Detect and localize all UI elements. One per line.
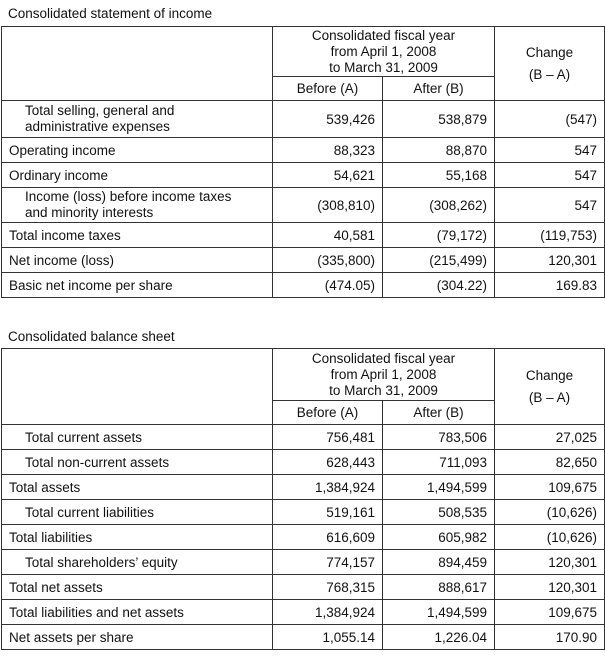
before-value: (308,810) xyxy=(273,188,383,223)
before-header: Before (A) xyxy=(273,77,383,101)
before-value: (335,800) xyxy=(273,248,383,273)
after-header: After (B) xyxy=(383,77,495,101)
period-line-2: from April 1, 2008 xyxy=(330,43,437,59)
change-value: 109,675 xyxy=(495,600,605,625)
change-value: (547) xyxy=(495,101,605,138)
row-label: Total current assets xyxy=(2,425,273,450)
table-row xyxy=(2,500,605,525)
change-value: 547 xyxy=(495,138,605,163)
table-row xyxy=(2,273,605,298)
change-value: 120,301 xyxy=(495,248,605,273)
before-value: 756,481 xyxy=(273,425,383,450)
row-label: Operating income xyxy=(2,138,273,163)
after-value: 1,494,599 xyxy=(383,475,495,500)
table-row xyxy=(2,101,605,138)
period-line-1: Consolidated fiscal year xyxy=(311,350,456,366)
table-row xyxy=(2,425,605,450)
after-value: 711,093 xyxy=(383,450,495,475)
row-label: Total liabilities xyxy=(2,525,273,550)
after-value: 538,879 xyxy=(383,101,495,138)
table-row xyxy=(2,600,605,625)
after-value: (304.22) xyxy=(383,273,495,298)
change-value: 169.83 xyxy=(495,273,605,298)
after-value: (308,262) xyxy=(383,188,495,223)
row-label: Total income taxes xyxy=(2,223,273,248)
after-value: 508,535 xyxy=(383,500,495,525)
after-value: 605,982 xyxy=(383,525,495,550)
table-row xyxy=(2,138,605,163)
table-row xyxy=(2,450,605,475)
row-label-line-1: Income (loss) before income taxes xyxy=(25,189,232,204)
header-blank-cell xyxy=(2,349,273,425)
period-line-2: from April 1, 2008 xyxy=(330,366,437,382)
before-value: 54,621 xyxy=(273,163,383,188)
row-label: Total non-current assets xyxy=(2,450,273,475)
period-header xyxy=(273,349,495,401)
before-value: 768,315 xyxy=(273,575,383,600)
change-header xyxy=(495,349,605,425)
row-label: Net income (loss) xyxy=(2,248,273,273)
change-header xyxy=(495,27,605,101)
change-header-line-1: Change xyxy=(525,44,574,60)
period-line-1: Consolidated fiscal year xyxy=(311,27,456,43)
change-value: (10,626) xyxy=(495,500,605,525)
after-value: 88,870 xyxy=(383,138,495,163)
balance-sheet-title: Consolidated balance sheet xyxy=(8,329,175,344)
change-value: 120,301 xyxy=(495,575,605,600)
row-label-line-2: and minority interests xyxy=(25,205,154,220)
row-label: Net assets per share xyxy=(2,625,273,650)
table-row xyxy=(2,525,605,550)
change-value: 82,650 xyxy=(495,450,605,475)
after-value: 888,617 xyxy=(383,575,495,600)
before-value: 1,055.14 xyxy=(273,625,383,650)
period-line-3: to March 31, 2009 xyxy=(329,59,438,75)
row-label: Total assets xyxy=(2,475,273,500)
after-value: 894,459 xyxy=(383,550,495,575)
row-label: Total liabilities and net assets xyxy=(2,600,273,625)
before-header: Before (A) xyxy=(273,401,383,425)
table-row xyxy=(2,575,605,600)
change-value: 109,675 xyxy=(495,475,605,500)
table-row xyxy=(2,223,605,248)
before-value: 1,384,924 xyxy=(273,600,383,625)
income-statement-table xyxy=(1,26,605,298)
change-value: 27,025 xyxy=(495,425,605,450)
before-value: 616,609 xyxy=(273,525,383,550)
change-value: 120,301 xyxy=(495,550,605,575)
table-row xyxy=(2,475,605,500)
table-row xyxy=(2,163,605,188)
before-value: 628,443 xyxy=(273,450,383,475)
row-label-line-2: administrative expenses xyxy=(25,119,170,134)
before-value: 519,161 xyxy=(273,500,383,525)
change-value: 170.90 xyxy=(495,625,605,650)
change-value: (119,753) xyxy=(495,223,605,248)
after-value: (215,499) xyxy=(383,248,495,273)
row-label xyxy=(2,101,273,138)
before-value: 774,157 xyxy=(273,550,383,575)
before-value: 1,384,924 xyxy=(273,475,383,500)
change-value: (10,626) xyxy=(495,525,605,550)
row-label xyxy=(2,188,273,223)
row-label-line-1: Total selling, general and xyxy=(25,103,175,118)
period-line-3: to March 31, 2009 xyxy=(329,382,438,398)
change-header-line-2: (B – A) xyxy=(528,66,571,82)
table-row xyxy=(2,188,605,223)
header-blank-cell xyxy=(2,27,273,101)
income-statement-title: Consolidated statement of income xyxy=(8,6,213,21)
change-value: 547 xyxy=(495,163,605,188)
before-value: 40,581 xyxy=(273,223,383,248)
before-value: 539,426 xyxy=(273,101,383,138)
table-row xyxy=(2,248,605,273)
period-header xyxy=(273,27,495,77)
table-row xyxy=(2,625,605,650)
balance-sheet-table xyxy=(1,348,605,650)
after-value: 1,494,599 xyxy=(383,600,495,625)
before-value: (474.05) xyxy=(273,273,383,298)
table-row xyxy=(2,550,605,575)
after-value: 55,168 xyxy=(383,163,495,188)
before-value: 88,323 xyxy=(273,138,383,163)
after-value: 1,226.04 xyxy=(383,625,495,650)
row-label: Total net assets xyxy=(2,575,273,600)
row-label: Basic net income per share xyxy=(2,273,273,298)
row-label: Total current liabilities xyxy=(2,500,273,525)
change-value: 547 xyxy=(495,188,605,223)
after-header: After (B) xyxy=(383,401,495,425)
after-value: 783,506 xyxy=(383,425,495,450)
change-header-line-1: Change xyxy=(525,367,574,383)
after-value: (79,172) xyxy=(383,223,495,248)
change-header-line-2: (B – A) xyxy=(528,389,571,405)
row-label: Total shareholders’ equity xyxy=(2,550,273,575)
row-label: Ordinary income xyxy=(2,163,273,188)
